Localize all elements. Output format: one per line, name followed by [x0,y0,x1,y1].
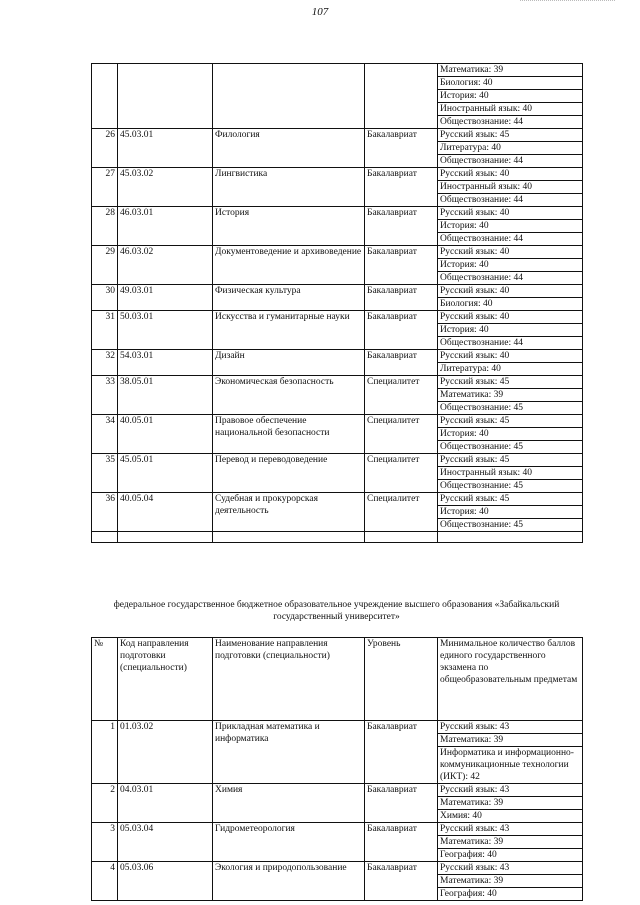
row-number: 29 [92,246,118,285]
row-subjects [438,64,583,129]
row-subjects [438,376,583,415]
subject-score: История: 40 [438,219,582,232]
header-name: Наименование направления подготовки (специальности) [213,638,365,721]
row-number: 4 [92,862,118,901]
row-number [92,64,118,129]
row-code: 49.03.01 [118,285,213,311]
subject-score: История: 40 [438,258,582,271]
subject-score: Русский язык: 43 [440,824,510,834]
row-name: Химия [213,784,365,823]
row-level: Бакалавриат [365,862,438,901]
row-name: История [213,207,365,246]
row-number: 31 [92,311,118,350]
row-code: 46.03.02 [118,246,213,285]
row-subjects [438,823,583,862]
row-name: Лингвистика [213,168,365,207]
table-row [92,493,583,532]
subject-score: Биология: 40 [438,297,582,310]
header-min-score: Минимальное количество баллов единого государственного экзамена по общеобразовательным предметам [438,638,583,721]
row-name: Физическая культура [213,285,365,311]
row-level: Бакалавриат [365,285,438,311]
subject-score: Иностранный язык: 40 [438,180,582,193]
subject-score: История: 40 [438,89,582,102]
header-code: Код направления подготовки (специальности) [118,638,213,721]
row-subjects [438,311,583,350]
row-name: Прикладная математика и информатика [213,721,365,784]
row-level: Бакалавриат [365,721,438,784]
row-code: 45.05.01 [118,454,213,493]
row-code: 40.05.01 [118,415,213,454]
table-row [92,350,583,376]
subject-score: Информатика и информационно-коммуникационные технологии (ИКТ): 42 [438,746,582,783]
page-number: 107 [311,6,329,18]
university-title: федеральное государственное бюджетное образовательное учреждение высшего образования «Забайкальский государственный университет» [113,600,560,622]
admission-table-zabgu [91,637,583,901]
table-row [92,129,583,168]
row-level: Бакалавриат [365,350,438,376]
row-level: Бакалавриат [365,311,438,350]
subject-score: Обществознание: 44 [438,193,582,206]
row-subjects [438,350,583,376]
row-name: Документоведение и архивоведение [213,246,365,285]
row-name: Дизайн [213,350,365,376]
row-subjects [438,207,583,246]
subject-score: Русский язык: 40 [440,208,510,218]
row-name: Филология [213,129,365,168]
header-level: Уровень [365,638,438,721]
subject-score: Химия: 40 [438,809,582,822]
row-level: Бакалавриат [365,246,438,285]
subject-score: Биология: 40 [438,76,582,89]
subject-score: Обществознание: 44 [438,154,582,167]
row-code: 46.03.01 [118,207,213,246]
row-subjects [438,168,583,207]
row-level [365,64,438,129]
subject-score: Русский язык: 40 [440,286,510,296]
row-name: Судебная и прокурорская деятельность [213,493,365,532]
row-number: 26 [92,129,118,168]
row-number: 28 [92,207,118,246]
row-number: 35 [92,454,118,493]
row-level: Специалитет [365,493,438,532]
subject-score: Литература: 40 [438,141,582,154]
table-row [92,721,583,784]
row-subjects [438,246,583,285]
table-row [92,285,583,311]
row-level: Бакалавриат [365,784,438,823]
admission-table-body [92,64,583,543]
row-code: 01.03.02 [118,721,213,784]
subject-score: Русский язык: 40 [440,312,510,322]
row-number: 32 [92,350,118,376]
row-name: Искусства и гуманитарные науки [213,311,365,350]
table-row [92,207,583,246]
row-level: Бакалавриат [365,823,438,862]
table-row [92,823,583,862]
header-mark [520,0,615,2]
subject-score: Русский язык: 43 [440,785,510,795]
subject-score: Обществознание: 44 [438,336,582,349]
subject-score: Математика: 39 [438,388,582,401]
empty-cell [92,532,118,543]
subject-score: Иностранный язык: 40 [438,102,582,115]
row-code: 38.05.01 [118,376,213,415]
subject-score: Математика: 39 [438,733,582,746]
document-frame [91,63,582,899]
row-number: 36 [92,493,118,532]
subject-score: Обществознание: 45 [438,440,582,453]
subject-score: Русский язык: 43 [440,722,510,732]
table-row [92,376,583,415]
table-row [92,246,583,285]
row-subjects [438,454,583,493]
subject-score: Русский язык: 40 [440,351,510,361]
subject-score: Литература: 40 [438,362,582,375]
empty-cell [365,532,438,543]
subject-score: Обществознание: 45 [438,401,582,414]
subject-score: Математика: 39 [438,835,582,848]
subject-score: Русский язык: 40 [440,169,510,179]
row-number: 3 [92,823,118,862]
row-number: 30 [92,285,118,311]
table-row [92,454,583,493]
row-code: 50.03.01 [118,311,213,350]
table-row [92,415,583,454]
subject-score: Русский язык: 43 [440,863,510,873]
row-level: Бакалавриат [365,207,438,246]
table-header-row [92,638,583,721]
subject-score: Обществознание: 45 [438,518,582,531]
admission-table-continued [91,63,583,543]
table-row [92,311,583,350]
row-code: 40.05.04 [118,493,213,532]
empty-cell [213,532,365,543]
subject-score: Русский язык: 45 [440,494,510,504]
row-name: Экономическая безопасность [213,376,365,415]
table-row [92,862,583,901]
subject-score: Русский язык: 45 [440,455,510,465]
row-subjects [438,493,583,532]
row-name [213,64,365,129]
row-level: Бакалавриат [365,168,438,207]
subject-score: Иностранный язык: 40 [438,466,582,479]
row-name: Гидрометеорология [213,823,365,862]
subject-score: Математика: 39 [438,796,582,809]
row-number: 34 [92,415,118,454]
row-level: Специалитет [365,415,438,454]
row-number: 2 [92,784,118,823]
subject-score: Русский язык: 40 [440,247,510,257]
row-subjects [438,721,583,784]
row-name: Перевод и переводоведение [213,454,365,493]
subject-score: Русский язык: 45 [440,377,510,387]
subject-score: Математика: 39 [440,65,504,75]
row-code [118,64,213,129]
row-subjects [438,129,583,168]
subject-score: Русский язык: 45 [440,130,510,140]
row-name: Правовое обеспечение национальной безопасности [213,415,365,454]
row-code: 04.03.01 [118,784,213,823]
empty-row [92,532,583,543]
row-number: 1 [92,721,118,784]
row-subjects [438,784,583,823]
row-level: Бакалавриат [365,129,438,168]
subject-score: География: 40 [438,887,582,900]
table-row [92,168,583,207]
row-level: Специалитет [365,376,438,415]
row-subjects [438,285,583,311]
subject-score: История: 40 [438,505,582,518]
header-number: № [92,638,118,721]
empty-cell [118,532,213,543]
row-code: 45.03.01 [118,129,213,168]
row-name: Экология и природопользование [213,862,365,901]
subject-score: Обществознание: 45 [438,479,582,492]
subject-score: Обществознание: 44 [438,271,582,284]
table-row [92,784,583,823]
subject-score: История: 40 [438,427,582,440]
subject-score: Обществознание: 44 [438,232,582,245]
row-code: 54.03.01 [118,350,213,376]
subject-score: Русский язык: 45 [440,416,510,426]
subject-score: Обществознание: 44 [438,115,582,128]
subject-score: История: 40 [438,323,582,336]
zabgu-table-body [92,638,583,901]
table-row [92,64,583,129]
row-level: Специалитет [365,454,438,493]
row-code: 05.03.06 [118,862,213,901]
row-number: 27 [92,168,118,207]
row-number: 33 [92,376,118,415]
subject-score: География: 40 [438,848,582,861]
row-code: 45.03.02 [118,168,213,207]
subject-score: Математика: 39 [438,874,582,887]
row-code: 05.03.04 [118,823,213,862]
empty-cell [438,532,583,543]
row-subjects [438,862,583,901]
row-subjects [438,415,583,454]
